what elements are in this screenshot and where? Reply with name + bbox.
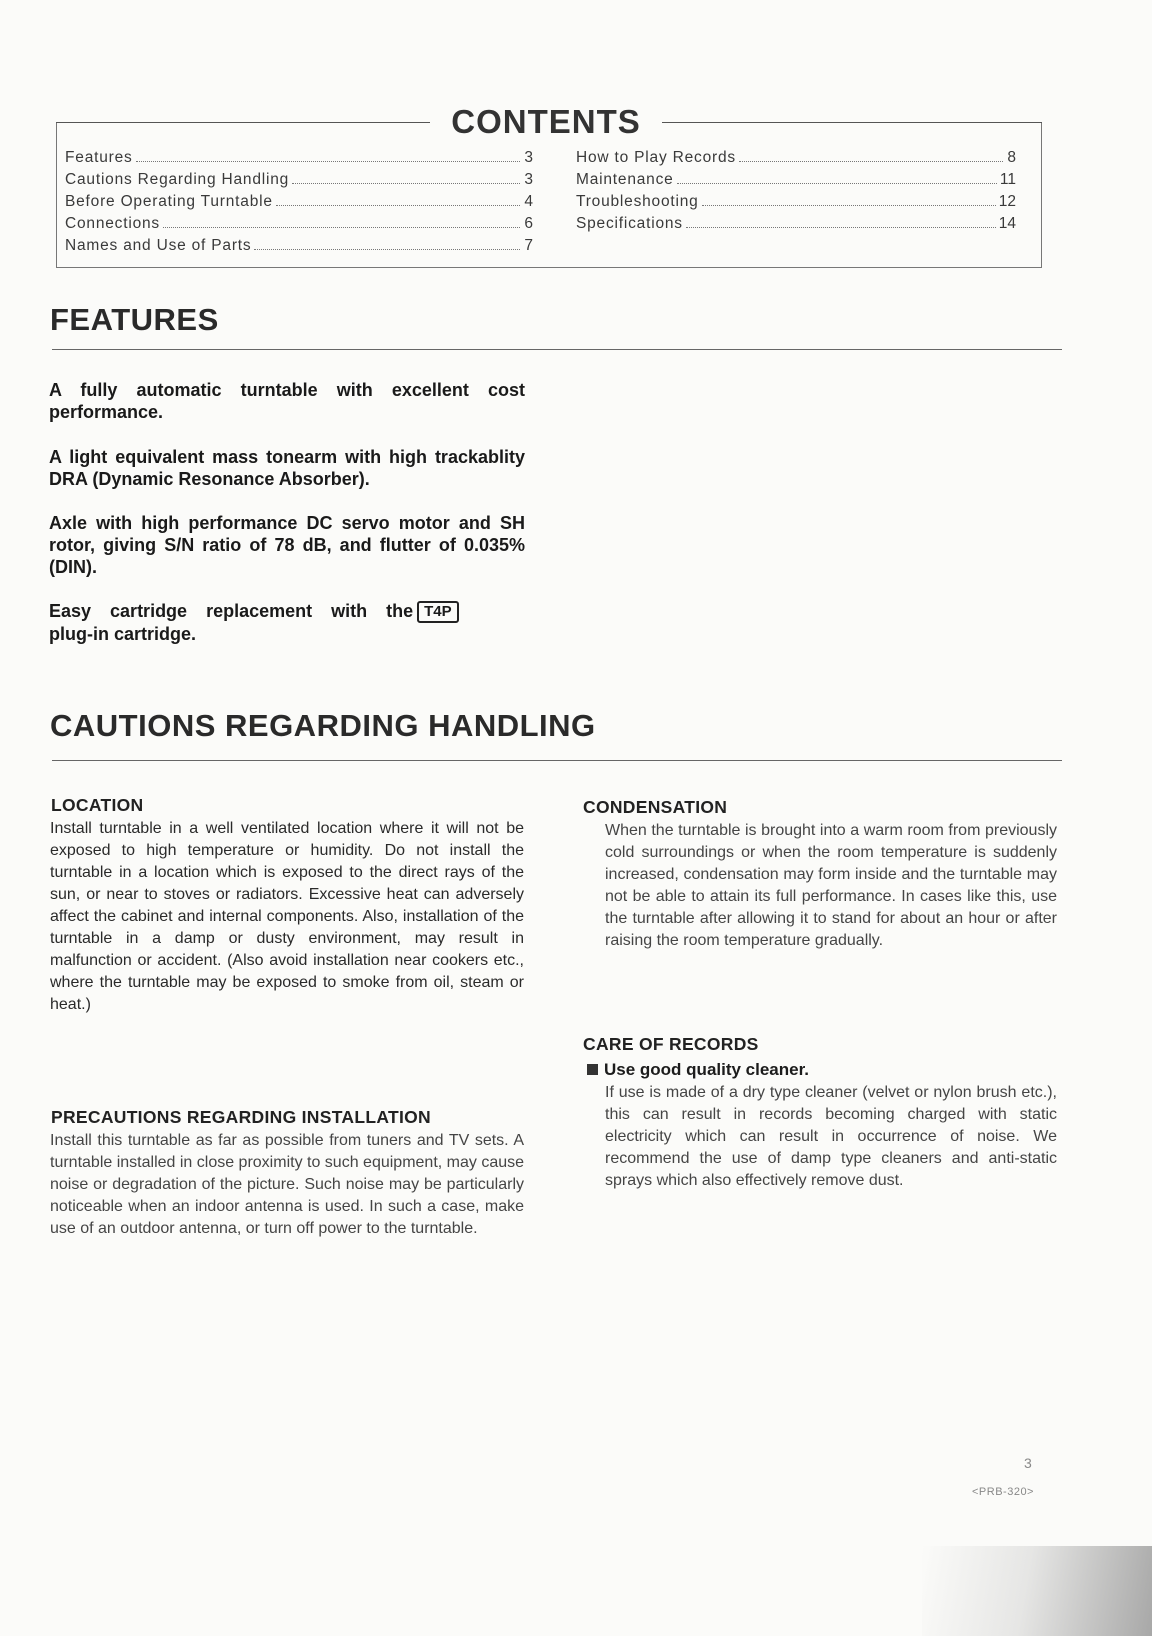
toc-leader — [739, 161, 1003, 162]
toc-item-cautions[interactable] — [65, 169, 533, 191]
features-rule — [52, 349, 1062, 350]
toc-leader — [163, 227, 520, 228]
feature-item-4 — [49, 600, 525, 645]
toc-leader — [292, 183, 520, 184]
toc-label: Features — [65, 149, 133, 166]
toc-item-specifications[interactable] — [576, 213, 1016, 235]
toc-right-column — [576, 147, 1016, 235]
condensation-text: When the turntable is brought into a warm room from previously cold surroundings or when the room temperature is suddenly increased, condensation may form inside and the turntable may not be able to attain its full performance. In cases like this, use the turntable after allowing it to stand for about an hour or after raising the room temperature gradually. — [605, 822, 1057, 949]
contents-top-rule-left — [56, 122, 436, 123]
contents-top-rule-right — [656, 122, 1042, 123]
feature-item-4-text: Easy cartridge replacement with the — [49, 601, 414, 621]
feature-item-4-tail: plug-in cartridge. — [49, 624, 197, 644]
contents-title: CONTENTS — [430, 102, 662, 142]
toc-item-maintenance[interactable] — [576, 169, 1016, 191]
precautions-title: PRECAUTIONS REGARDING INSTALLATION — [51, 1107, 431, 1127]
toc-label: Specifications — [576, 215, 683, 232]
features-heading: FEATURES — [50, 302, 219, 337]
square-bullet-icon — [587, 1064, 598, 1075]
t4p-logo: T4P — [417, 601, 459, 623]
care-text: If use is made of a dry type cleaner (velvet or nylon brush etc.), this can result in records becoming charged with static electricity which can result in occurrence of noise. We recommend the use of damp type cleaners and anti-static sprays which also effectively remove dust. — [605, 1084, 1057, 1189]
toc-item-names-and-use[interactable] — [65, 235, 533, 257]
scan-shadow — [922, 1546, 1152, 1636]
toc-left-column — [65, 147, 533, 257]
condensation-title: CONDENSATION — [583, 797, 728, 817]
toc-page: 3 — [524, 171, 533, 188]
cautions-rule — [52, 760, 1062, 761]
toc-label: Troubleshooting — [576, 193, 699, 210]
care-title: CARE OF RECORDS — [583, 1034, 759, 1054]
toc-page: 12 — [998, 193, 1016, 210]
toc-leader — [136, 161, 520, 162]
toc-label: Connections — [65, 215, 160, 232]
location-title: LOCATION — [51, 795, 144, 815]
toc-label: How to Play Records — [576, 149, 736, 166]
page-number: 3 — [1024, 1455, 1032, 1471]
toc-label: Before Operating Turntable — [65, 193, 273, 210]
toc-page: 14 — [998, 215, 1016, 232]
toc-page: 4 — [524, 193, 533, 210]
toc-item-troubleshooting[interactable] — [576, 191, 1016, 213]
toc-item-how-to-play[interactable] — [576, 147, 1016, 169]
care-subtitle — [587, 1059, 809, 1081]
toc-label: Names and Use of Parts — [65, 237, 252, 254]
toc-item-before-operating[interactable] — [65, 191, 533, 213]
toc-page: 6 — [524, 215, 533, 232]
feature-item-1: A fully automatic turntable with excellent cost performance. — [49, 380, 525, 422]
feature-item-3: Axle with high performance DC servo motor and SH rotor, giving S/N ratio of 78 dB, and flutter of 0.035% (DIN). — [49, 513, 525, 577]
toc-leader — [677, 183, 997, 184]
toc-label: Cautions Regarding Handling — [65, 171, 290, 188]
toc-leader — [686, 227, 996, 228]
toc-page: 11 — [999, 171, 1016, 188]
toc-leader — [702, 205, 996, 206]
care-subtitle-text: Use good quality cleaner. — [604, 1060, 810, 1079]
location-text: Install turntable in a well ventilated location where it will not be exposed to high temperature or humidity. Do not install the turntable in a location which is exposed to the direct rays of the sun, or near to stoves or radiators. Excessive heat can adversely affect the cabinet and internal components. Also, installation of the turntable in a damp or dusty environment, may result in malfunction or accident. (Also avoid installation near cookers etc., where the turntable may be exposed to smoke from oil, steam or heat.) — [50, 820, 524, 1013]
toc-page: 8 — [1007, 149, 1016, 166]
toc-item-features[interactable] — [65, 147, 533, 169]
toc-page: 7 — [524, 237, 533, 254]
toc-item-connections[interactable] — [65, 213, 533, 235]
model-code: <PRB-320> — [972, 1486, 1034, 1498]
precautions-text: Install this turntable as far as possible from tuners and TV sets. A turntable installed in close proximity to such equipment, may cause noise or degradation of the picture. Such noise may be particularly noticeable when an indoor antenna is used. In such a case, make use of an outdoor antenna, or turn off power to the turntable. — [50, 1132, 525, 1237]
toc-leader — [276, 205, 520, 206]
toc-page: 3 — [524, 149, 533, 166]
toc-leader — [254, 249, 520, 250]
cautions-heading: CAUTIONS REGARDING HANDLING — [50, 708, 596, 743]
feature-item-2: A light equivalent mass tonearm with high trackablity DRA (Dynamic Resonance Absorber). — [49, 447, 525, 489]
toc-label: Maintenance — [576, 171, 674, 188]
